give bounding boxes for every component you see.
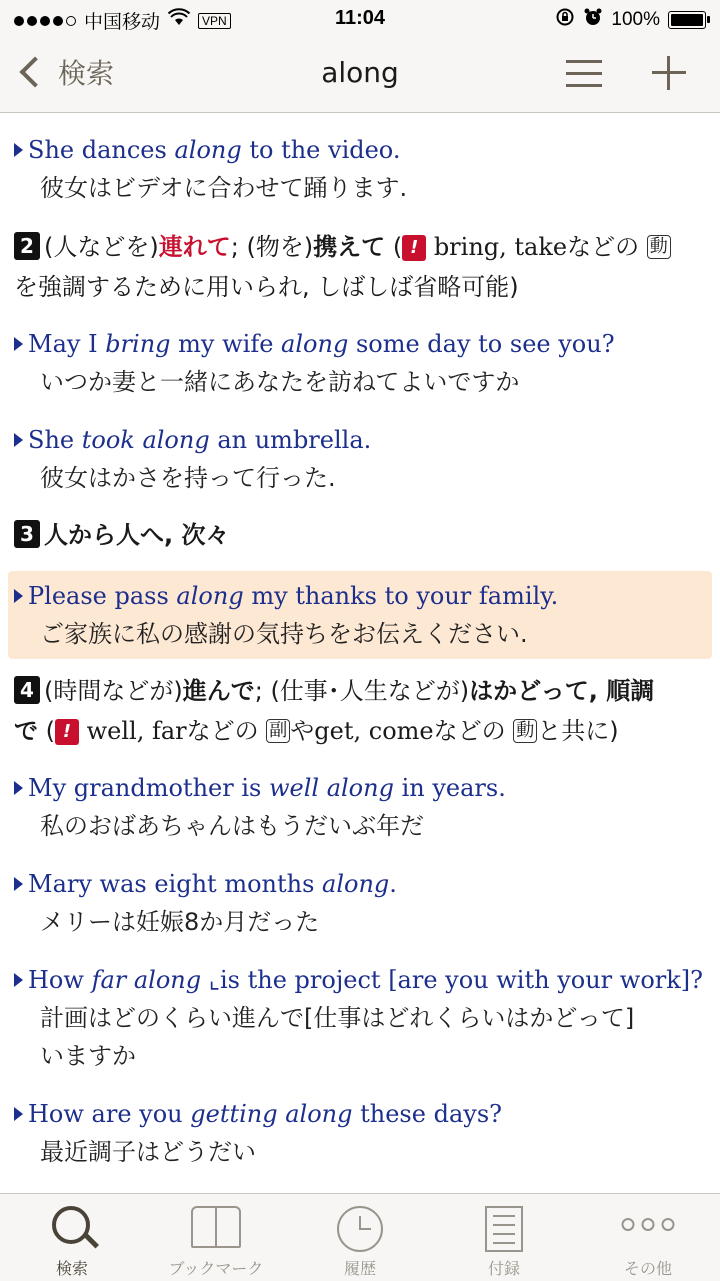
example-en: Mary was eight months [28, 870, 323, 898]
example-5[interactable] [0, 755, 720, 851]
example-4-highlighted[interactable] [8, 571, 712, 659]
sense-headword: 連れて [158, 233, 231, 261]
example-ja: いつか妻と一緒にあなたを訪ねてよいですか [40, 368, 520, 396]
triangle-icon [14, 337, 23, 351]
clock-icon [337, 1206, 383, 1252]
example-keyword: getting along [190, 1100, 353, 1128]
example-en: . [389, 870, 397, 898]
sense-text: , [588, 677, 607, 705]
sense-number: 3 [14, 520, 40, 548]
pos-badge[interactable]: 動 [647, 235, 671, 259]
battery-percent: 100% [611, 9, 660, 30]
example-en: these days? [352, 1100, 502, 1128]
nav-bar [0, 36, 720, 113]
book-icon [191, 1206, 241, 1250]
example-keyword: far along [91, 966, 202, 994]
example-en: She dances [28, 136, 175, 164]
example-7[interactable] [0, 947, 720, 1081]
example-en: How are you [28, 1100, 191, 1128]
tab-bar [0, 1193, 720, 1281]
note-icon: ! [55, 719, 79, 745]
example-en: May I [28, 330, 106, 358]
triangle-icon [14, 589, 23, 603]
example-ja: いますか [40, 1042, 136, 1070]
example-en: some day to see you? [348, 330, 615, 358]
example-keyword: along [174, 136, 242, 164]
pos-badge[interactable]: 副 [266, 719, 290, 743]
sense-text: と共に) [537, 717, 619, 745]
search-icon [48, 1204, 96, 1252]
sense-text: ( [385, 233, 403, 261]
status-bar [0, 0, 720, 36]
triangle-icon [14, 781, 23, 795]
back-label: 検索 [58, 57, 115, 90]
example-keyword: well along [268, 774, 394, 802]
sense-bold: 進んで [182, 677, 255, 705]
example-en: my thanks to your family. [243, 582, 559, 610]
sense-text: (時間などが) [44, 677, 183, 705]
example-ja: ご家族に私の感謝の気持ちをお伝えください. [40, 620, 528, 648]
sense-text: やget, comeなどの [290, 717, 514, 745]
sense-text: (人などを) [44, 233, 159, 261]
example-ja: メリーは妊娠8か月だった [40, 908, 320, 936]
example-en: to the video. [241, 136, 401, 164]
tab-label: 検索 [55, 1259, 88, 1278]
sense-2 [0, 213, 720, 311]
example-en: my wife [170, 330, 282, 358]
plus-icon[interactable] [652, 56, 686, 90]
pos-badge[interactable]: 動 [513, 719, 537, 743]
vpn-badge: VPN [198, 13, 231, 29]
example-keyword: along [322, 870, 390, 898]
example-3[interactable] [0, 407, 720, 503]
sense-number: 4 [14, 676, 40, 704]
example-keyword: along [281, 330, 349, 358]
triangle-icon [14, 1107, 23, 1121]
sense-text: ; (物を) [230, 233, 314, 261]
tab-more[interactable] [576, 1194, 720, 1281]
triangle-icon [14, 973, 23, 987]
sense-text: bring, takeなどの [426, 233, 647, 261]
example-ja: 彼女はかさを持って行った. [40, 464, 336, 492]
tab-bookmark[interactable] [144, 1194, 288, 1281]
page-title: along [321, 56, 399, 89]
tab-label: ブックマーク [168, 1259, 264, 1278]
battery-icon [668, 11, 706, 29]
example-keyword: along [176, 582, 244, 610]
sense-bold: で [14, 717, 38, 745]
document-icon [485, 1206, 523, 1252]
tab-label: その他 [623, 1259, 672, 1278]
triangle-icon [14, 433, 23, 447]
sense-bold: 人から人へ, 次々 [44, 521, 230, 549]
example-1[interactable] [0, 113, 720, 213]
example-en: She [28, 426, 82, 454]
carrier-label: 中国移动 [84, 12, 161, 33]
tab-label: 履歴 [343, 1259, 376, 1278]
status-time: 11:04 [334, 7, 386, 29]
example-2[interactable] [0, 311, 720, 407]
sense-bold: 携えて [313, 233, 386, 261]
example-ja: 彼女はビデオに合わせて踊ります. [40, 174, 408, 202]
sense-4 [0, 659, 720, 755]
sense-number: 2 [14, 232, 40, 260]
example-en: in years. [393, 774, 506, 802]
tab-label: 付録 [487, 1259, 520, 1278]
example-6[interactable] [0, 851, 720, 947]
example-en: Please pass [28, 582, 177, 610]
example-keyword: bring [105, 330, 171, 358]
sense-3 [0, 503, 720, 559]
sense-bold: 順調 [606, 677, 655, 705]
tab-search[interactable] [0, 1194, 144, 1281]
sense-text: を強調するために用いられ, しばしば省略可能) [14, 273, 519, 301]
example-ja: 計画はどのくらい進んで[仕事はどれくらいはかどって] [40, 1004, 635, 1032]
sense-text: ( [38, 717, 55, 745]
more-icon [622, 1218, 675, 1231]
example-8[interactable] [0, 1081, 720, 1177]
triangle-icon [14, 877, 23, 891]
tab-history[interactable] [288, 1194, 432, 1281]
sense-bold: はかどって [469, 677, 589, 705]
triangle-icon [14, 143, 23, 157]
example-en: ⌞is the project [are you with your work]? [201, 966, 704, 994]
sense-text: ; (仕事･人生などが) [254, 677, 470, 705]
example-en: How [28, 966, 92, 994]
sense-text: well, farなどの [79, 717, 267, 745]
tab-appendix[interactable] [432, 1194, 576, 1281]
entry-content[interactable] [0, 113, 720, 1193]
example-en: an umbrella. [209, 426, 372, 454]
example-en: My grandmother is [28, 774, 269, 802]
rotation-lock-icon [555, 7, 575, 33]
alarm-icon [583, 7, 603, 33]
example-keyword: took along [81, 426, 210, 454]
list-icon[interactable] [566, 60, 602, 88]
example-ja: 私のおばあちゃんはもうだいぶ年だ [40, 812, 424, 840]
example-ja: 最近調子はどうだい [40, 1138, 256, 1166]
note-icon: ! [402, 235, 426, 261]
